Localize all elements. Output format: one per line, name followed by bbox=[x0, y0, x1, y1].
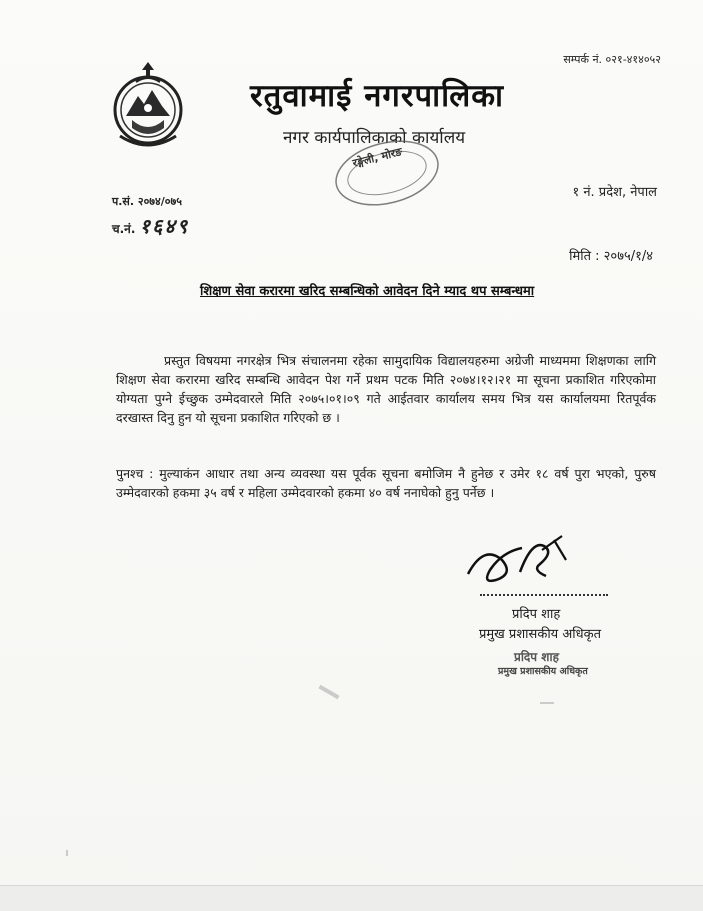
scan-smudge bbox=[318, 685, 339, 699]
scan-smudge bbox=[66, 850, 68, 856]
scan-smudge bbox=[540, 702, 554, 704]
province-label: १ नं. प्रदेश, नेपाल bbox=[572, 185, 657, 200]
letter-date: मिति : २०७५/१/४ bbox=[569, 249, 653, 264]
dispatch-value: १६४९ bbox=[139, 214, 190, 238]
handwritten-signature bbox=[462, 530, 582, 590]
office-subtitle: नगर कार्यपालिकाको कार्यालय bbox=[283, 128, 466, 148]
municipality-title: रतुवामाई नगरपालिका bbox=[250, 78, 505, 114]
nepal-emblem-icon bbox=[112, 62, 184, 152]
signature-line bbox=[480, 594, 608, 596]
signatory-name: प्रदिप शाह bbox=[512, 607, 561, 622]
reference-number: प.सं. २०७४/०७५ bbox=[112, 195, 182, 208]
body-paragraph-1: प्रस्तुत विषयमा नगरक्षेत्र भित्र संचालनमा रहेका सामुदायिक विद्यालयहरुमा अग्रेजी माध्यममा शिक्षणका लागि शिक्षण सेवा करारमा खरिद सम्बन्धि आवेदन पेश गर्ने प्रथम पटक मिति २०७४।१२।२१ मा सूचना प्रकाशित गरिएकोमा योग्यता पुग्ने ईच्छुक उम्मेदवारले मिति २०७५।०१।०९ गते आईतवार कार्यालय समय भित्र यस कार्यालयमा रितपूर्वक दरखास्त दिनु हुन यो सूचना प्रकाशित गरिएको छ । bbox=[116, 353, 656, 425]
signatory-title: प्रमुख प्रशासकीय अधिकृत bbox=[479, 627, 602, 642]
seal-name: प्रदिप शाह bbox=[514, 650, 559, 664]
contact-number: सम्पर्क नं. ०२१-४१४०५२ bbox=[563, 53, 661, 66]
stamp-text: रङ्गेली, मोरङ bbox=[351, 145, 404, 170]
dispatch-number bbox=[112, 212, 189, 239]
seal-title: प्रमुख प्रशासकीय अधिकृत bbox=[498, 666, 588, 677]
letter-subject: शिक्षण सेवा करारमा खरिद सम्बन्धिको आवेदन दिने म्याद थप सम्बन्धमा bbox=[200, 284, 535, 299]
body-paragraph-2: पुनश्च : मुल्याकंन आधार तथा अन्य व्यवस्था यस पूर्वक सूचना बमोजिम नै हुनेछ र उमेर १८ वर्ष पुरा भएको, पुरुष उम्मेदवारको हकमा ३५ वर्ष र महिला उम्मेदवारको हकमा ४० वर्ष ननाघेको हुनु पर्नेछ । bbox=[116, 466, 656, 500]
scan-bottom-edge bbox=[0, 885, 703, 911]
dispatch-label: च.नं. bbox=[112, 222, 136, 236]
